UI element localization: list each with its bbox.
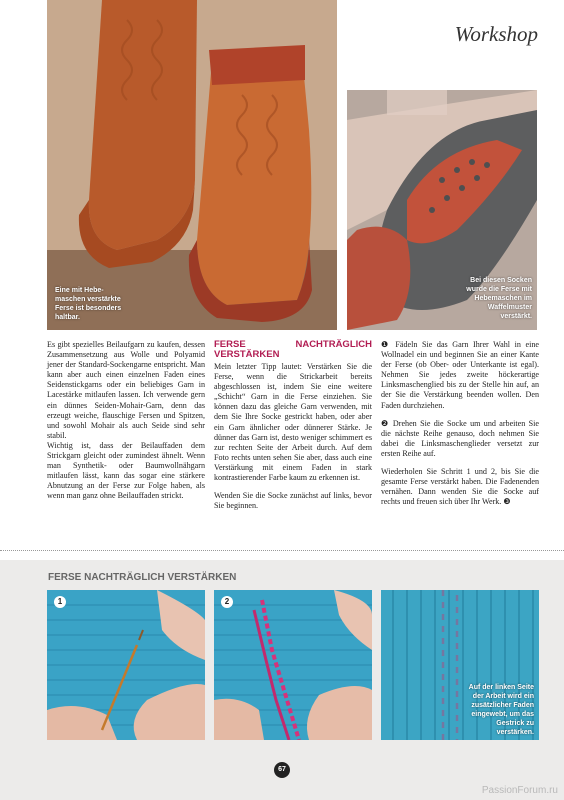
caption-line: wurde die Ferse mit bbox=[466, 286, 532, 293]
caption-orange-socks bbox=[55, 286, 135, 322]
photo-orange-socks bbox=[47, 0, 337, 330]
paragraph: Wenden Sie die Socke zunächst auf links, bevor Sie beginnen. bbox=[214, 491, 372, 511]
caption-line: verstärkt. bbox=[500, 313, 532, 320]
text-column-3 bbox=[381, 340, 539, 515]
caption-line: Ferse ist besonders bbox=[55, 305, 122, 312]
section-heading: FERSE NACHTRÄGLICH VERSTÄRKEN bbox=[214, 339, 372, 360]
photo-step-2 bbox=[214, 590, 372, 740]
caption-line: zusätzlicher Faden bbox=[471, 702, 534, 709]
paragraph: Mein letzter Tipp lautet: Verstärken Sie die Ferse, wenn die Strickarbeit bereits abgeschlossen ist, indem Sie eine weitere „Schicht“ Garn in die Ferse einziehen. Sie können dazu das gleiche Garn verwenden, mit dem Sie Ihre Socke gestrickt haben, oder aber ein Garn ähnlicher oder dünnerer Stärke. Je dünner das Garn ist, desto weniger schimmert es zur rechten Seite der Arbeit durch. Auf dem Foto rechts unten sehen Sie aber, dass auch eine Verstärkung mit einem Faden in stark kontrastierender Farbe kaum zu erkennen ist. bbox=[214, 362, 372, 483]
caption-line: Hebemaschen im bbox=[474, 295, 532, 302]
step-badge-1: 1 bbox=[54, 596, 66, 608]
watermark: PassionForum.ru bbox=[481, 785, 558, 796]
photo-step-1 bbox=[47, 590, 205, 740]
caption-step-3 bbox=[462, 683, 534, 737]
caption-line: Waffelmuster bbox=[487, 304, 532, 311]
caption-line: Eine mit Hebe- bbox=[55, 287, 104, 294]
step-badge-2: 2 bbox=[221, 596, 233, 608]
paragraph: Wichtig ist, dass der Beilauffaden dem Strickgarn gleicht oder zumindest ähnelt. Wenn man Synthetik- oder Baumwollnähgarn mitlaufen lässt, kann das sogar eine stärkere Abnutzung an der Ferse zur Folge haben, als wenn man ganz ohne Beilauffaden strickt. bbox=[47, 440, 205, 501]
paragraph: Es gibt spezielles Beilaufgarn zu kaufen, dessen Zusammensetzung aus Wolle und Polyamid jener der Standard-Sockengarne entspricht. Man kann aber auch einen einzelnen Faden eines Seidenstickgarns oder ein beliebiges Garn in Lacestärke mitlaufen lassen. Ich verwende gern ein dünnes Seiden-Mohair-Garn, denn das erzeugt weiche, flauschige Fersen und Spitzen, und sowohl Mohair als auch Seide sind sehr stabil. bbox=[47, 340, 205, 440]
text-column-2 bbox=[214, 340, 372, 519]
caption-line: haltbar. bbox=[55, 314, 80, 321]
text-column-1 bbox=[47, 340, 205, 510]
bottom-heading: FERSE NACHTRÄGLICH VERSTÄRKEN bbox=[48, 572, 237, 583]
caption-line: Auf der linken Seite bbox=[468, 684, 534, 691]
caption-line: Bei diesen Socken bbox=[470, 277, 532, 284]
caption-line: eingewebt, um das bbox=[471, 711, 534, 718]
caption-line: Gestrick zu bbox=[496, 720, 534, 727]
section-divider bbox=[0, 550, 564, 551]
paragraph: ❶ Fädeln Sie das Garn Ihrer Wahl in eine Wollnadel ein und beginnen Sie an einer Kante der Ferse (ob Ober- oder Unterkante ist egal). Nehmen Sie jedes zweite höckerartige Linksmaschenglied bis zu der Stelle hin auf, an der Sie die Verstärkung beenden wollen. Den Faden durchziehen. bbox=[381, 340, 539, 410]
paragraph: Wiederholen Sie Schritt 1 und 2, bis Sie die gesamte Ferse verstärkt haben. Die Fadenenden vernähen. Dann wenden Sie die Socke auf rechts und freuen sich über Ihr Werk. ❸ bbox=[381, 467, 539, 507]
page-title: Workshop bbox=[454, 22, 538, 46]
caption-line: maschen verstärkte bbox=[55, 296, 121, 303]
page-number: 67 bbox=[274, 762, 290, 778]
caption-line: der Arbeit wird ein bbox=[472, 693, 534, 700]
paragraph: ❷ Drehen Sie die Socke um und arbeiten Sie die nächste Reihe genauso, doch nehmen Sie dabei die Linksmaschenglieder versetzt zur ersten Reihe auf. bbox=[381, 418, 539, 458]
caption-line: verstärken. bbox=[496, 729, 534, 736]
caption-grey-red-sock bbox=[460, 276, 532, 321]
